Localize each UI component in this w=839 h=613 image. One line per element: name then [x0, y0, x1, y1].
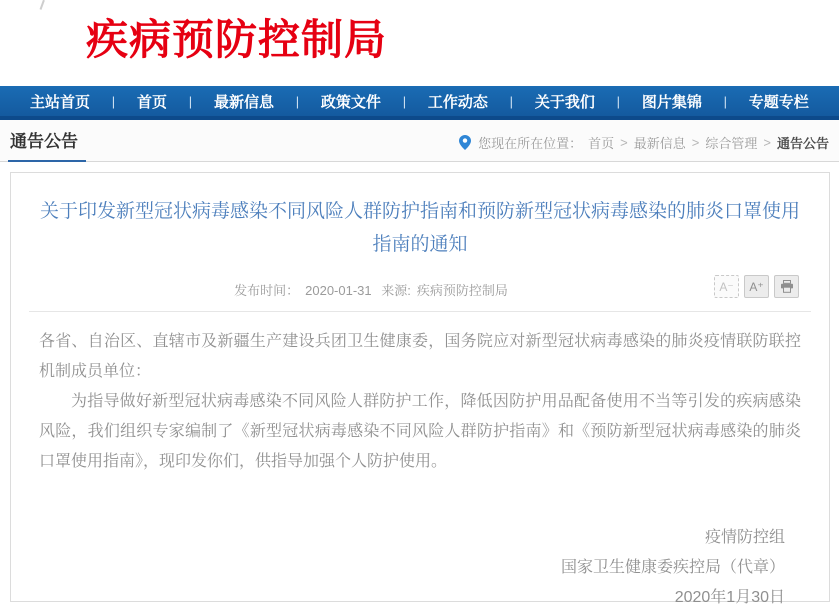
main-nav — [0, 86, 839, 120]
printer-icon — [780, 280, 794, 293]
article-meta-row — [39, 275, 801, 301]
nav-item-latest-info[interactable]: 最新信息 — [213, 93, 274, 111]
corner-artifact-mark — [40, 0, 52, 12]
breadcrumb — [459, 133, 829, 161]
article-toolbar — [714, 275, 799, 298]
site-header — [0, 0, 839, 86]
signature-date: 2020年1月30日 — [674, 589, 785, 606]
nav-separator: | — [111, 93, 116, 109]
font-increase-button[interactable]: A⁺ — [744, 275, 769, 298]
nav-separator: | — [295, 93, 300, 109]
breadcrumb-item-current-notices: 通告公告 — [776, 136, 829, 151]
print-button[interactable] — [774, 275, 799, 298]
paragraph-addressee: 各省、自治区、直辖市及新疆生产建设兵团卫生健康委，国务院应对新型冠状病毒感染的肺炎疫情联防联控机制成员单位： — [39, 333, 801, 380]
breadcrumb-separator: > — [620, 135, 628, 150]
breadcrumb-item-home[interactable]: 首页 — [588, 136, 615, 151]
nav-item-about-us[interactable]: 关于我们 — [534, 93, 595, 111]
nav-separator: | — [402, 93, 407, 109]
nav-item-home[interactable]: 首页 — [136, 93, 167, 111]
breadcrumb-item-general-mgmt[interactable]: 综合管理 — [705, 136, 758, 151]
location-pin-icon — [459, 135, 471, 150]
signature-group: 疫情防控组 — [704, 529, 785, 546]
nav-separator: | — [616, 93, 621, 109]
breadcrumb-separator: > — [691, 135, 700, 150]
breadcrumb-separator: > — [763, 135, 771, 150]
breadcrumb-prefix: 您现在所在位置： — [478, 136, 583, 151]
nav-item-work-news[interactable]: 工作动态 — [427, 93, 488, 111]
nav-item-special-topics[interactable]: 专题专栏 — [748, 93, 809, 111]
publish-date: 2020-01-31 — [305, 283, 372, 298]
meta-divider — [29, 311, 811, 312]
nav-item-gallery[interactable]: 图片集锦 — [641, 93, 702, 111]
signature-agency: 国家卫生健康委疾控局（代章） — [560, 559, 785, 576]
source-name: 疾病预防控制局 — [416, 283, 508, 298]
nav-separator: | — [509, 93, 514, 109]
publish-time-label: 发布时间： — [234, 283, 300, 298]
article-title: 关于印发新型冠状病毒感染不同风险人群防护指南和预防新型冠状病毒感染的肺炎口罩使用指南的通知 — [39, 201, 800, 255]
article-signature — [39, 523, 801, 613]
breadcrumb-item-latest-info[interactable]: 最新信息 — [633, 136, 686, 151]
article-body — [39, 327, 801, 477]
article-container — [10, 172, 830, 606]
category-title-notices[interactable]: 通告公告 — [8, 127, 86, 162]
source-label: 来源: — [381, 283, 411, 298]
nav-separator: | — [723, 93, 727, 109]
article-meta — [39, 280, 703, 299]
site-logo-title[interactable]: 疾病预防控制局 — [86, 16, 388, 63]
nav-item-main-home[interactable]: 主站首页 — [30, 93, 91, 111]
section-bar — [0, 120, 839, 162]
paragraph-main: 为指导做好新型冠状病毒感染不同风险人群防护工作，降低因防护用品配备使用不当等引发的疾病感染风险，我们组织专家编制了《新型冠状病毒感染不同风险人群防护指南》和《预防新型冠状病毒感染的肺炎口罩使用指南》，现印发你们，供指导加强个人防护使用。 — [39, 393, 801, 470]
font-decrease-button[interactable]: A⁻ — [714, 275, 739, 298]
nav-item-policy-docs[interactable]: 政策文件 — [320, 93, 381, 111]
nav-separator: | — [188, 93, 193, 109]
